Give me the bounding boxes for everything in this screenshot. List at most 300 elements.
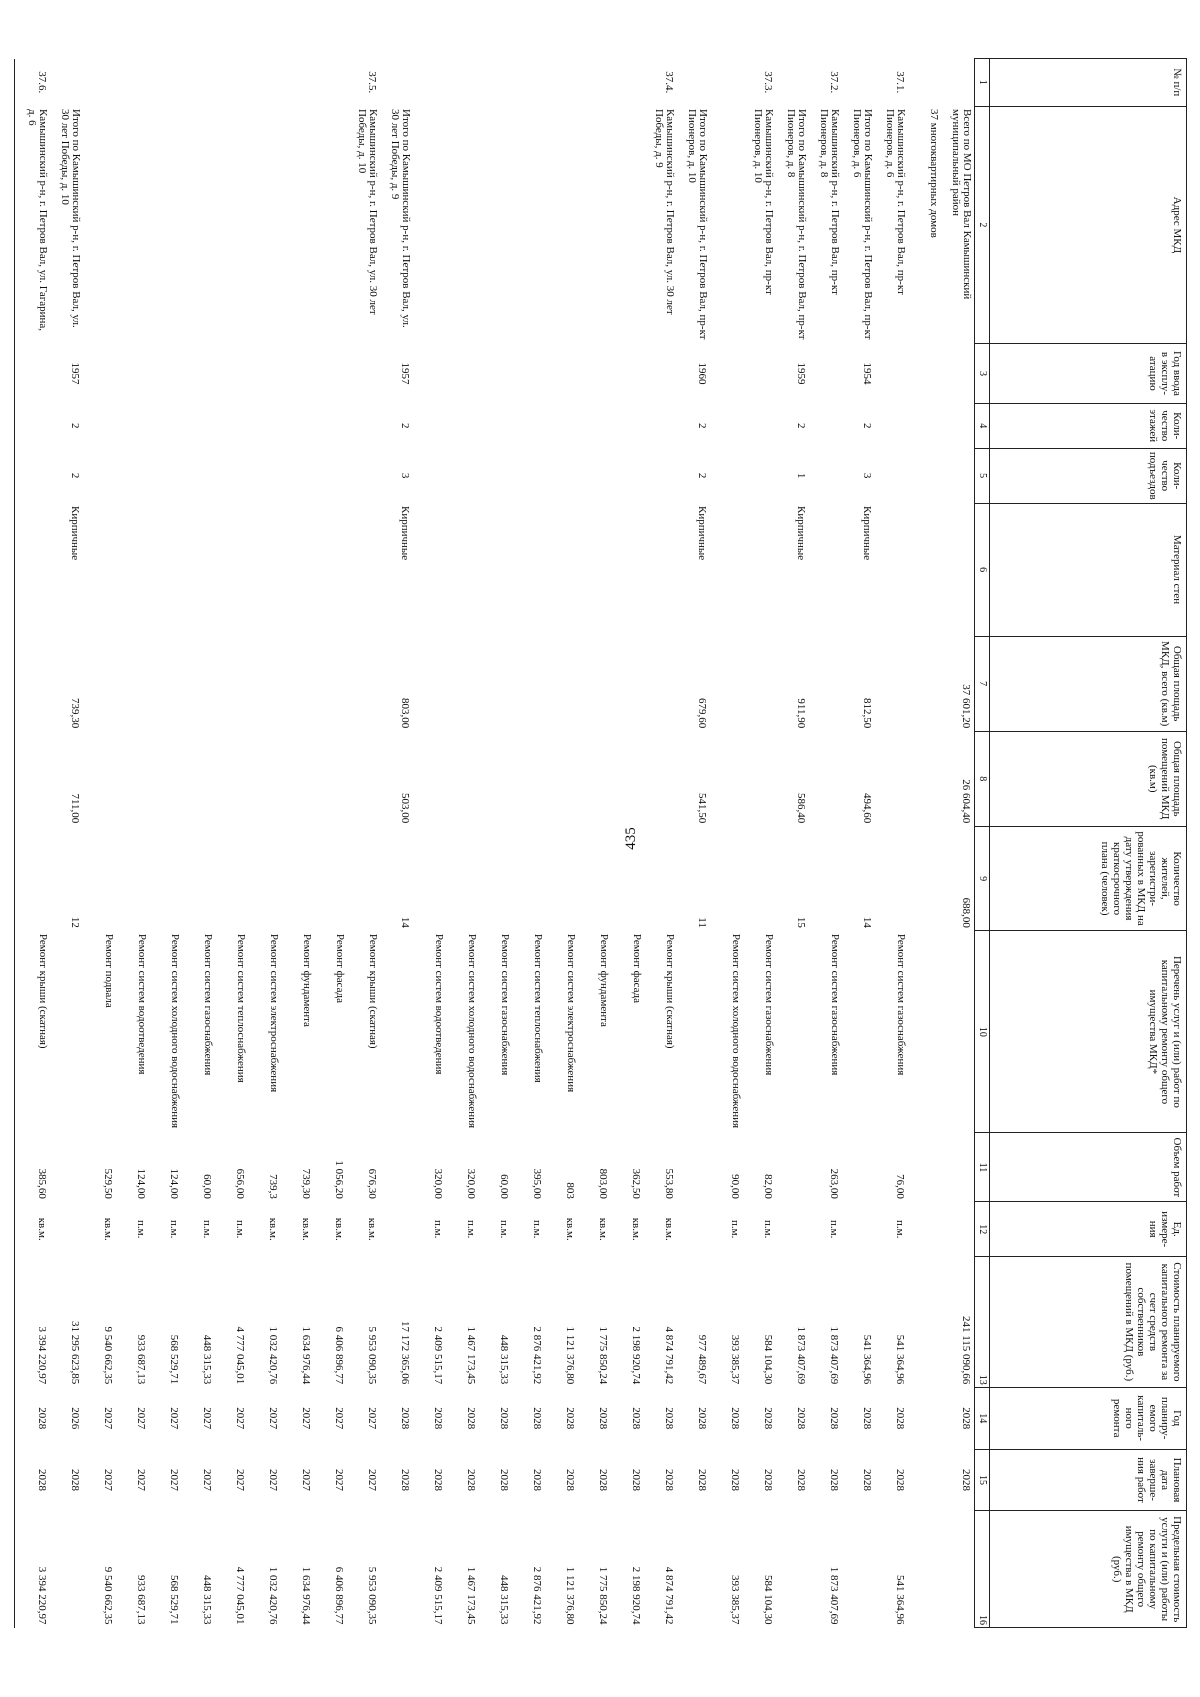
table-cell: 3 (399, 472, 411, 479)
table-cell: 911,90 (795, 698, 807, 729)
table-cell: Ремонт систем газоснабжения (763, 933, 775, 1076)
table-row (939, 59, 975, 1628)
table-cell (345, 636, 378, 731)
table-cell (378, 1133, 411, 1202)
table-cell: 2027 (102, 1468, 114, 1491)
table-cell (246, 106, 279, 344)
table-cell: 26 604,40 (960, 779, 972, 824)
table-cell (510, 344, 543, 403)
table-cell: 541,50 (696, 793, 708, 824)
table-cell: 2 (861, 423, 873, 429)
table-cell: Ремонт фундамента (598, 933, 610, 1027)
table-cell: 2 876 421,92 (531, 1326, 543, 1385)
table-row (609, 59, 642, 1628)
table-cell (873, 503, 906, 636)
column-number: 7 (975, 636, 990, 731)
table-cell: кв.м. (15, 1202, 49, 1257)
table-cell: Ремонт систем холодного водоснабжения (730, 933, 742, 1129)
table-cell: Ремонт систем газоснабжения (499, 933, 511, 1076)
header-cell: Количество жителей, зарегистри-рованных в МКД на дату утверждения краткосрочного плана (человек) (990, 826, 1187, 931)
table-cell: 803,00 (399, 697, 411, 729)
table-cell (675, 931, 708, 1133)
table-cell (807, 448, 840, 503)
table-cell (576, 503, 609, 636)
table-cell (609, 106, 642, 344)
table-cell (510, 636, 543, 731)
table-row (15, 59, 49, 1628)
table-row (312, 59, 345, 1628)
table-cell: 739,3 (267, 1174, 279, 1199)
table-cell (576, 731, 609, 826)
table-cell: 541 364,96 (894, 1575, 906, 1625)
table-cell: Ремонт систем электроснабжения (565, 933, 577, 1093)
table-cell (279, 731, 312, 826)
table-cell (906, 59, 939, 107)
table-cell: 320,00 (465, 1168, 477, 1199)
table-cell (939, 448, 975, 503)
table-cell: 12 (69, 916, 81, 928)
table-cell: п.м. (168, 1220, 180, 1239)
table-cell (939, 503, 975, 636)
header-cell: Коли-чество этажей (990, 403, 1187, 448)
table-row (642, 59, 675, 1628)
table-cell (246, 403, 279, 448)
table-cell: 2028 (960, 1468, 972, 1491)
table-cell (543, 826, 576, 931)
table-cell (807, 403, 840, 448)
table-cell: 2028 (630, 1407, 642, 1430)
table-cell: 1960 (696, 362, 708, 385)
table-cell: 3 (861, 472, 873, 479)
table-cell: п.м. (762, 1220, 774, 1239)
table-cell (444, 403, 477, 448)
table-cell (675, 1133, 708, 1202)
table-cell (48, 1511, 81, 1628)
table-cell: 688,00 (960, 897, 972, 928)
table-cell: 2028 (729, 1407, 741, 1430)
table-cell: 2028 (663, 1407, 675, 1430)
table-cell: 2028 (894, 1407, 906, 1430)
table-cell (510, 503, 543, 636)
column-number: 10 (975, 931, 990, 1133)
table-cell: 494,60 (861, 793, 873, 824)
table-cell: 2028 (465, 1407, 477, 1430)
table-cell (510, 59, 543, 107)
table-cell: 4 874 791,42 (663, 1326, 675, 1385)
table-cell (246, 59, 279, 107)
table-cell (114, 106, 147, 344)
table-cell (939, 403, 975, 448)
table-cell (609, 826, 642, 931)
table-cell: 60,00 (201, 1174, 213, 1199)
table-cell (840, 931, 873, 1133)
table-cell (543, 503, 576, 636)
table-cell: Ремонт систем газоснабжения (895, 933, 907, 1076)
table-cell: 2028 (432, 1407, 444, 1430)
table-cell: 37 многоквартирных домов (928, 109, 940, 238)
table-cell (576, 448, 609, 503)
table-cell: 2 (69, 472, 81, 479)
table-cell (444, 448, 477, 503)
table-cell: Камышинский р-н, г. Петров Вал, ул. 30 лет Победы, д. 10 (356, 109, 379, 315)
table-cell: 2028 (828, 1407, 840, 1430)
table-cell: 2028 (795, 1407, 807, 1430)
table-cell (477, 106, 510, 344)
table-cell: 2028 (465, 1468, 477, 1491)
table-cell (312, 344, 345, 403)
table-cell (543, 731, 576, 826)
table-cell (873, 448, 906, 503)
table-cell (708, 826, 741, 931)
table-cell: 320,00 (432, 1168, 444, 1199)
table-cell: кв.м. (630, 1217, 642, 1241)
table-cell: 5 953 090,35 (366, 1326, 378, 1385)
table-cell (279, 503, 312, 636)
header-cell: Стоимость планируемого капитального ремонта за счет средств собственников помещений в МКД (руб.) (990, 1257, 1187, 1388)
header-cell: Год планиру-емого капиталь-ного ремонта (990, 1387, 1187, 1449)
table-cell: 1 775 850,24 (597, 1326, 609, 1385)
table-cell: 933 687,13 (135, 1575, 147, 1625)
table-cell (246, 344, 279, 403)
table-cell: Камышинский р-н, г. Петров Вал, пр-кт Пионеров, д. 8 (818, 109, 841, 295)
table-cell: Кирпичные (69, 506, 81, 561)
table-cell: 2027 (267, 1407, 279, 1430)
table-cell (906, 1257, 939, 1388)
table-cell (576, 59, 609, 107)
table-cell: 90,00 (729, 1174, 741, 1199)
table-cell: Камышинский р-н, г. Петров Вал, ул. 30 лет Победы, д. 9 (653, 109, 676, 315)
table-cell (312, 731, 345, 826)
table-cell (807, 503, 840, 636)
table-cell: кв.м. (300, 1217, 312, 1241)
table-cell: 2028 (960, 1407, 972, 1430)
table-cell: 395,00 (531, 1168, 543, 1199)
table-cell (114, 448, 147, 503)
table-row (378, 59, 411, 1628)
table-cell (741, 731, 774, 826)
table-cell (741, 403, 774, 448)
table-cell (642, 636, 675, 731)
table-cell (741, 448, 774, 503)
table-cell (279, 106, 312, 344)
table-cell: Ремонт фундамента (301, 933, 313, 1027)
table-cell: 2027 (102, 1407, 114, 1430)
table-cell (510, 826, 543, 931)
table-cell: 933 687,13 (135, 1334, 147, 1385)
table-cell (378, 931, 411, 1133)
table-cell: 586,40 (795, 793, 807, 824)
table-cell: Итого по Камышинский р-н, г. Петров Вал, пр-кт Пионеров, д. 6 (851, 109, 874, 340)
table-cell (840, 1202, 873, 1257)
table-cell (48, 1202, 81, 1257)
table-cell (213, 403, 246, 448)
table-cell: Камышинский р-н, г. Петров Вал, пр-кт Пионеров, д. 10 (752, 109, 775, 295)
table-cell (807, 344, 840, 403)
table-cell (576, 636, 609, 731)
table-row (345, 59, 378, 1628)
table-cell: 1957 (69, 362, 81, 385)
table-cell: Ремонт систем электроснабжения (268, 933, 280, 1093)
table-cell: 2028 (696, 1407, 708, 1430)
table-cell (147, 826, 180, 931)
table-cell (642, 503, 675, 636)
table-cell (411, 731, 444, 826)
table-cell: 448 315,33 (498, 1334, 510, 1385)
header-cell: Материал стен (990, 503, 1187, 636)
table-cell: 2028 (399, 1407, 411, 1430)
table-cell (81, 344, 114, 403)
table-row (147, 59, 180, 1628)
table-cell (609, 503, 642, 636)
table-cell: 568 529,71 (168, 1334, 180, 1385)
table-cell: 17 172 365,06 (399, 1321, 411, 1385)
table-cell: Ремонт подвала (103, 933, 115, 1008)
header-cell: Год ввода в эксплу-атацию (990, 344, 1187, 403)
table-cell: Кирпичные (861, 506, 873, 561)
table-cell (147, 403, 180, 448)
table-cell (312, 106, 345, 344)
table-cell: п.м. (828, 1220, 840, 1239)
table-cell (906, 1449, 939, 1511)
table-cell: 2 (399, 423, 411, 429)
table-cell: 31 295 623,85 (69, 1321, 81, 1385)
table-cell (873, 731, 906, 826)
table-cell: 393 385,37 (729, 1575, 741, 1625)
table-row (873, 59, 906, 1628)
table-cell: 541 364,96 (861, 1334, 873, 1385)
table-cell (213, 826, 246, 931)
table-row (114, 59, 147, 1628)
table-cell: п.м. (498, 1220, 510, 1239)
table-cell: 2028 (531, 1407, 543, 1430)
table-cell (147, 448, 180, 503)
table-body (15, 59, 975, 1628)
table-cell (15, 448, 49, 503)
table-row (213, 59, 246, 1628)
table-cell (741, 636, 774, 731)
table-cell: 2028 (663, 1468, 675, 1491)
table-cell: кв.м. (102, 1217, 114, 1241)
table-cell: Ремонт систем теплоснабжения (532, 933, 544, 1083)
table-cell: 11 (696, 917, 708, 928)
table-cell: 2027 (168, 1468, 180, 1491)
table-cell (840, 59, 873, 107)
table-cell (741, 344, 774, 403)
table-cell (906, 731, 939, 826)
table-cell (477, 826, 510, 931)
table-row (576, 59, 609, 1628)
table-cell: 2027 (234, 1407, 246, 1430)
table-cell (114, 59, 147, 107)
table-row (444, 59, 477, 1628)
table-cell: 4 777 045,01 (234, 1326, 246, 1385)
table-cell: 263,00 (828, 1168, 840, 1199)
table-cell: 676,30 (366, 1168, 378, 1199)
column-number: 16 (975, 1511, 990, 1628)
column-number: 14 (975, 1387, 990, 1449)
table-cell (81, 59, 114, 107)
header-cell: Предельная стоимость услуги и (или) работы по капитальному ремонту общего имущества в МКД (руб.) (990, 1511, 1187, 1628)
table-cell: 977 489,67 (696, 1334, 708, 1385)
table-cell: 393 385,37 (729, 1334, 741, 1385)
table-cell (807, 826, 840, 931)
table-cell (279, 448, 312, 503)
table-cell (807, 636, 840, 731)
table-cell: 2027 (135, 1407, 147, 1430)
table-cell (675, 1202, 708, 1257)
table-cell: 1957 (399, 362, 411, 385)
column-number: 5 (975, 448, 990, 503)
table-cell: 385,60 (15, 1133, 49, 1202)
table-cell: 5 953 090,35 (366, 1566, 378, 1625)
table-cell: 2 876 421,92 (531, 1566, 543, 1625)
table-cell (114, 344, 147, 403)
header-row (990, 59, 1187, 1628)
table-cell (510, 448, 543, 503)
header-cell: Адрес МКД (990, 106, 1187, 344)
table-cell: 2028 (696, 1468, 708, 1491)
table-cell (906, 448, 939, 503)
table-cell: 37.5. (366, 71, 378, 94)
table-cell (180, 731, 213, 826)
table-cell (378, 1511, 411, 1628)
table-cell (114, 503, 147, 636)
table-cell (543, 344, 576, 403)
table-cell (378, 59, 411, 107)
table-cell (411, 344, 444, 403)
table-cell: 2028 (861, 1468, 873, 1491)
table-cell (741, 503, 774, 636)
table-cell (675, 59, 708, 107)
header-cell: Плановая дата заверше-ния работ (990, 1449, 1187, 1511)
table-cell: 2028 (432, 1468, 444, 1491)
header-cell: Коли-чество подъездов (990, 448, 1187, 503)
table-cell (906, 1387, 939, 1449)
table-cell (81, 403, 114, 448)
table-cell (180, 344, 213, 403)
table-cell (246, 636, 279, 731)
table-cell (81, 106, 114, 344)
table-cell (411, 503, 444, 636)
column-number: 13 (975, 1257, 990, 1388)
table-cell (279, 403, 312, 448)
table-cell: 2028 (15, 1387, 49, 1449)
table-cell: 2027 (300, 1468, 312, 1491)
table-cell: 2 409 515,17 (432, 1566, 444, 1625)
table-row (279, 59, 312, 1628)
table-cell (213, 448, 246, 503)
table-cell (180, 448, 213, 503)
table-cell: 2027 (267, 1468, 279, 1491)
table-cell (477, 403, 510, 448)
table-cell: 2 409 515,17 (432, 1326, 444, 1385)
table-cell (642, 403, 675, 448)
table-cell (345, 503, 378, 636)
table-cell: 1 873 407,69 (828, 1326, 840, 1385)
table-cell: Ремонт систем водоотведения (433, 933, 445, 1075)
table-cell: 37.2. (828, 71, 840, 94)
table-cell (345, 826, 378, 931)
table-cell (345, 344, 378, 403)
table-cell (444, 344, 477, 403)
table-cell (213, 344, 246, 403)
table-row (906, 59, 939, 1628)
table-cell: п.м. (729, 1220, 741, 1239)
column-number: 4 (975, 403, 990, 448)
table-cell (609, 448, 642, 503)
repair-plan-table (14, 58, 1187, 1628)
table-cell (411, 403, 444, 448)
table-cell (807, 731, 840, 826)
table-cell (939, 1202, 975, 1257)
table-cell (906, 403, 939, 448)
table-cell: 2028 (564, 1407, 576, 1430)
table-cell (609, 731, 642, 826)
table-cell: 1 634 976,44 (300, 1566, 312, 1625)
table-cell (906, 344, 939, 403)
table-cell (741, 826, 774, 931)
table-cell (312, 826, 345, 931)
table-cell: 448 315,33 (201, 1575, 213, 1625)
table-cell: 15 (795, 916, 807, 928)
table-cell: 1 121 376,80 (564, 1326, 576, 1385)
table-cell (312, 403, 345, 448)
table-cell: 584 104,30 (762, 1575, 774, 1625)
table-cell: п.м. (894, 1220, 906, 1239)
table-cell: Ремонт крыши (скатная) (367, 933, 379, 1049)
table-cell (873, 636, 906, 731)
table-cell: 1 121 376,80 (564, 1566, 576, 1625)
table-cell (444, 106, 477, 344)
table-cell (510, 403, 543, 448)
table-cell (180, 503, 213, 636)
table-cell: п.м. (201, 1220, 213, 1239)
table-cell: 2028 (597, 1468, 609, 1491)
table-cell (576, 826, 609, 931)
table-cell (642, 448, 675, 503)
table-cell: 124,00 (168, 1168, 180, 1199)
table-cell: 2 (795, 423, 807, 429)
table-cell (81, 503, 114, 636)
table-cell (279, 636, 312, 731)
table-cell: 2028 (69, 1468, 81, 1491)
table-cell (939, 344, 975, 403)
rotated-table-page (26, 58, 1187, 1628)
table-cell: 812,50 (861, 697, 873, 729)
table-cell: 2027 (234, 1468, 246, 1491)
table-cell (477, 636, 510, 731)
table-row (180, 59, 213, 1628)
table-cell (213, 503, 246, 636)
table-cell (15, 826, 49, 931)
table-cell (279, 59, 312, 107)
table-cell (444, 636, 477, 731)
table-cell: 2 (69, 423, 81, 429)
table-cell (906, 636, 939, 731)
table-cell (939, 1133, 975, 1202)
table-cell: Кирпичные (696, 506, 708, 561)
table-cell (15, 403, 49, 448)
table-cell: Итого по Камышинский р-н, г. Петров Вал, пр-кт Пионеров, д. 10 (686, 109, 709, 340)
table-row (246, 59, 279, 1628)
table-cell: Ремонт крыши (скатная) (15, 931, 49, 1133)
table-cell: 2028 (564, 1468, 576, 1491)
table-cell: 1 032 420,76 (267, 1326, 279, 1385)
table-cell: 2028 (762, 1407, 774, 1430)
page-number: 435 (622, 827, 639, 850)
table-cell (939, 1511, 975, 1628)
table-cell: 2027 (300, 1407, 312, 1430)
